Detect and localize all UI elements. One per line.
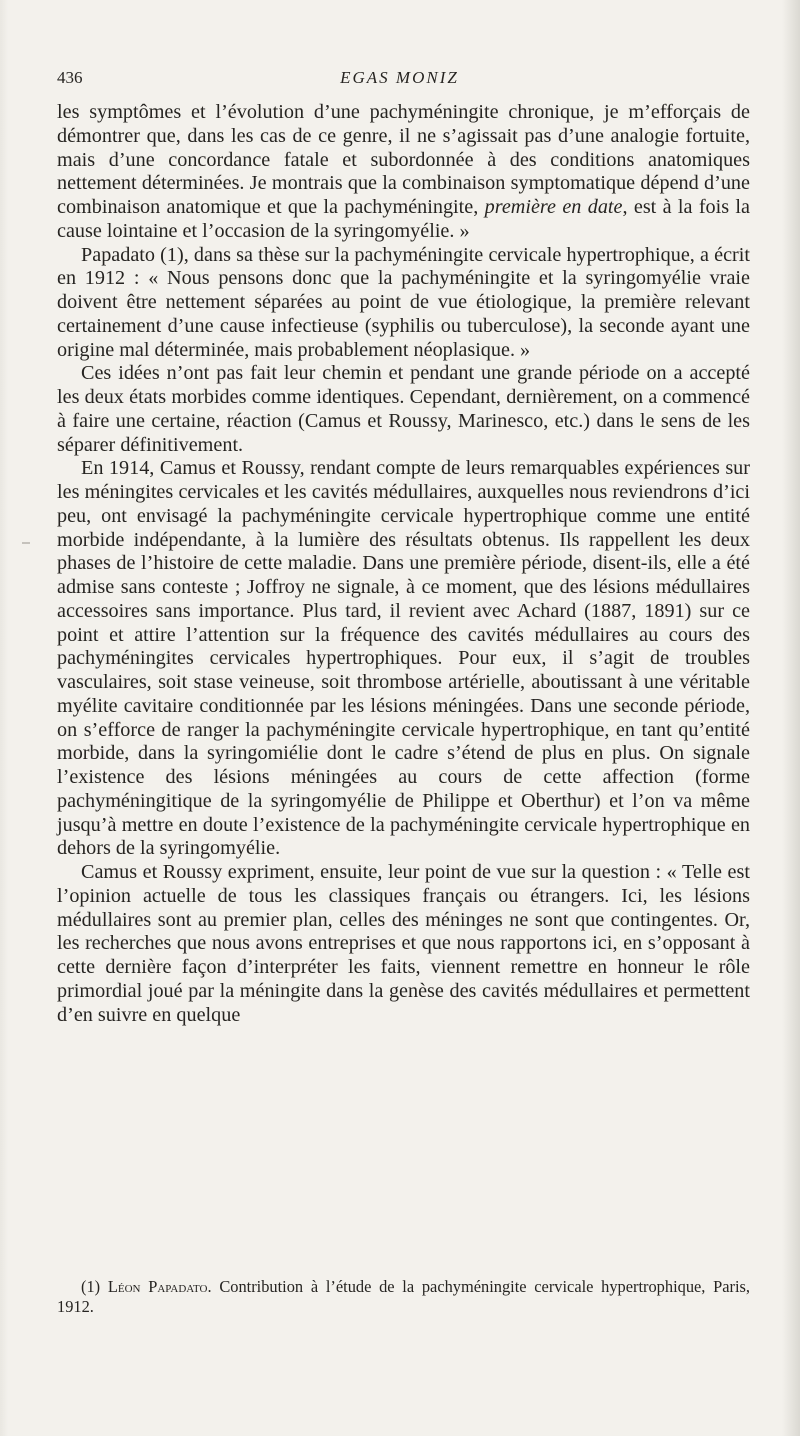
paragraph-1: les symptômes et l’évolution d’une pachyméningite chronique, je m’efforçais de démontrer que, dans les cas de ce genre, il ne s’agissait pas d’une analogie fortuite, mais d’une concordance fatale et subordonnée à des conditions anatomiques nettement déterminées. Je montrais que la combinaison symptomatique dépend d’une combinaison anatomique et que la pachyméningite, première en date, est à la fois la cause lointaine et l’occasion de la syringomyélie. » — [57, 101, 751, 242]
page-header — [57, 68, 742, 92]
footnote-text: Contribution à l’étude de la pachyméningite cervicale hypertrophique, Paris, 1912. — [57, 1277, 751, 1316]
footnote — [57, 1277, 750, 1317]
emphasized-phrase: première en date — [484, 196, 623, 218]
paragraph-3: Ces idées n’ont pas fait leur chemin et pendant une grande période on a accepté les deux états morbides comme identiques. Cependant, dernièrement, on a commencé à faire une certaine, réaction (Camus et Roussy, Marinesco, etc.) dans le sens de les séparer définitivement. — [57, 362, 750, 456]
margin-speck — [22, 542, 30, 544]
footnote-marker: (1) — [81, 1277, 101, 1296]
running-head: EGAS MONIZ — [340, 68, 459, 87]
page-number: 436 — [57, 68, 83, 87]
paragraph-2: Papadato (1), dans sa thèse sur la pachyméningite cervicale hypertrophique, a écrit en 1912 : « Nous pensons donc que la pachyméningite et la syringomyélie vraie doivent être nettement séparées au point de vue étiologique, la première relevant certainement d’une cause infectieuse (syphilis ou tuberculose), la seconde ayant une origine mal déterminée, mais probablement néoplasique. » — [57, 243, 750, 361]
paragraph-5: Camus et Roussy expriment, ensuite, leur point de vue sur la question : « Telle est l’opinion actuelle de tous les classiques français ou étrangers. Ici, les lésions médullaires sont au premier plan, celles des méninges ne sont que contingentes. Or, les recherches que nous avons entreprises et que nous rapportons ici, en s’opposant à cette dernière façon d’interpréter les faits, viennent remettre en honneur le rôle primordial joué par la méningite dans la genèse des cavités médullaires et permettent d’en suivre en quelque — [57, 861, 750, 1026]
main-text — [57, 101, 750, 1027]
left-page-edge — [0, 0, 8, 1436]
paragraph-4: En 1914, Camus et Roussy, rendant compte de leurs remarquables expériences sur les méningites cervicales et les cavités médullaires, auxquelles nous reviendrons d’ici peu, ont envisagé la pachyméningite cervicale hypertrophique comme une entité morbide indépendante, à la lumière des résultats obtenus. Ils rappellent les deux phases de l’histoire de cette maladie. Dans une première période, disent-ils, elle a été admise sans conteste ; Joffroy ne signale, à ce moment, que des lésions médullaires accessoires sans importance. Plus tard, il revient avec Achard (1887, 1891) sur ce point et attire l’attention sur la fréquence des cavités médullaires au cours des pachyméningites cervicales hypertrophiques. Pour eux, il s’agit de troubles vasculaires, soit stase veineuse, soit thrombose artérielle, aboutissant à une véritable myélite cavitaire conditionnée par les lésions méningées. Dans une seconde période, on s’efforce de ranger la pachyméningite cervicale hypertrophique, en tant qu’entité morbide, dans la syringomiélie dont le cadre s’étend de plus en plus. On signale l’existence des lésions méningées au cours de cette affection (forme pachyméningitique de la syringomyélie de Philippe et Oberthur) et l’on va même jusqu’à mettre en doute l’existence de la pachyméningite cervicale hypertrophique en dehors de la syringomyélie. — [57, 457, 750, 860]
footnote-author: Léon Papadato. — [107, 1277, 212, 1296]
right-page-edge — [782, 0, 800, 1436]
